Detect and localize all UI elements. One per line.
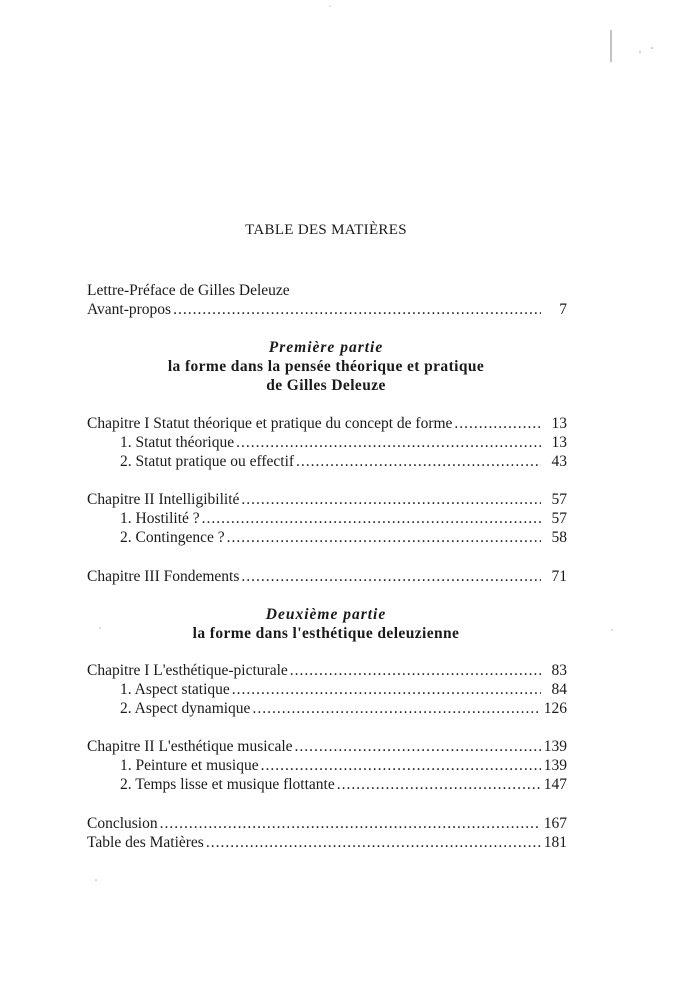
dot-leader [296,452,541,471]
entry-page-number: 57 [551,510,567,527]
dot-leader [290,661,541,680]
dot-leader [206,833,541,852]
part2-title-line1: la forme dans l'esthétique deleuzienne [192,625,460,642]
entry-page-number: 57 [551,491,567,508]
toc-entry-p2-ch1-s2 [120,699,567,718]
entry-page-number: 181 [543,834,567,851]
toc-entry-table [87,833,567,852]
entry-page-number: 167 [543,815,567,832]
dot-leader [236,433,541,452]
toc-entry-p2-ch1-s1 [120,680,567,699]
dot-leader [241,490,541,509]
dot-leader [295,737,541,756]
entry-label: Chapitre II Intelligibilité [87,491,240,508]
entry-page-number: 13 [551,434,567,451]
entry-page-number: 84 [551,681,567,698]
part1-title-line2: de Gilles Deleuze [266,377,386,394]
dot-leader [227,528,541,547]
entry-page-number: 58 [551,529,567,546]
part2-heading [0,605,652,643]
entry-label: 2. Statut pratique ou effectif [120,453,295,470]
entry-label: Chapitre II L'esthétique musicale [87,738,293,755]
dot-leader [261,756,541,775]
entry-page-number: 13 [551,415,567,432]
toc-entry-p1-ch2 [87,490,567,509]
toc-entry-p2-ch1 [87,661,567,680]
dot-leader [252,699,541,718]
entry-label: 1. Hostilité ? [120,510,200,527]
toc-entry-preface [87,281,567,300]
entry-label: 2. Temps lisse et musique flottante [120,776,335,793]
entry-label: Conclusion [87,815,158,832]
entry-label: Chapitre I Statut théorique et pratique du concept de forme [87,415,453,432]
page-title: TABLE DES MATIÈRES [245,222,407,238]
toc-entry-conclusion [87,814,567,833]
entry-label: Avant-propos [87,301,172,318]
part1-kicker: Première partie [268,339,384,356]
dot-leader [160,814,541,833]
entry-page-number: 71 [551,568,567,585]
toc-entry-p1-ch3 [87,567,567,586]
toc-entry-p2-ch2-s1 [120,756,567,775]
toc-entry-p1-ch1-s2 [120,452,567,471]
dot-leader [232,680,541,699]
entry-label: 2. Aspect dynamique [120,700,251,717]
toc-entry-avant-propos [87,300,567,319]
toc-entry-p1-ch1 [87,414,567,433]
dot-leader [241,567,541,586]
toc-entry-p2-ch2-s2 [120,775,567,794]
dot-leader [173,300,541,319]
entry-page-number: 139 [543,757,567,774]
dot-leader [454,414,541,433]
dot-leader [337,775,541,794]
toc-entry-p1-ch2-s1 [120,509,567,528]
entry-page-number: 7 [559,301,567,318]
part2-kicker: Deuxième partie [265,606,387,623]
part1-title-line1: la forme dans la pensée théorique et pratique [167,358,485,375]
entry-label: Lettre-Préface de Gilles Deleuze [87,282,290,299]
toc-entry-p2-ch2 [87,737,567,756]
entry-page-number: 147 [543,776,567,793]
entry-label: Table des Matières [87,834,204,851]
entry-label: 1. Statut théorique [120,434,235,451]
dot-leader [202,509,541,528]
entry-label: 2. Contingence ? [120,529,225,546]
entry-page-number: 126 [543,700,567,717]
entry-page-number: 139 [543,738,567,755]
entry-label: Chapitre I L'esthétique-picturale [87,662,288,679]
toc-entry-p1-ch2-s2 [120,528,567,547]
entry-label: Chapitre III Fondements [87,568,240,585]
entry-page-number: 43 [551,453,567,470]
part1-heading [0,338,652,395]
entry-label: 1. Peinture et musique [120,757,259,774]
entry-label: 1. Aspect statique [120,681,230,698]
entry-page-number: 83 [551,662,567,679]
toc-entry-p1-ch1-s1 [120,433,567,452]
